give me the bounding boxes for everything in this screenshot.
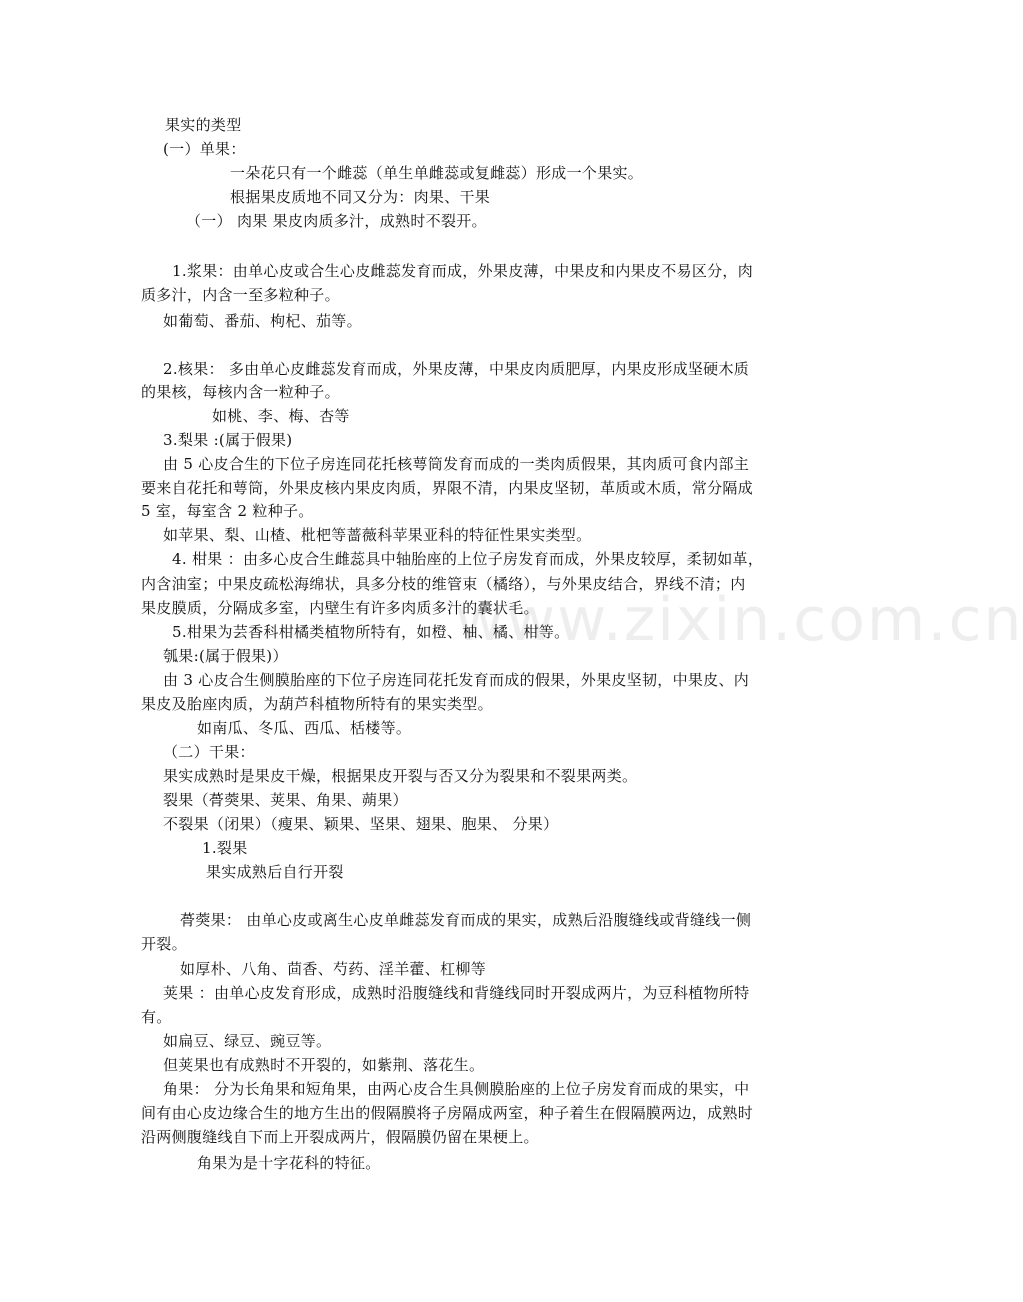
paragraph-line: 裂果（蓇葖果、荚果、角果、蒴果） — [163, 791, 408, 809]
paragraph-line: 沿两侧腹缝线自下而上开裂成两片，假隔膜仍留在果梗上。 — [141, 1128, 539, 1146]
paragraph-line: 由 5 心皮合生的下位子房连同花托核萼筒发育而成的一类肉质假果，其肉质可食内部主 — [163, 455, 750, 473]
paragraph-line: 由 3 心皮合生侧膜胎座的下位子房连同花托发育而成的假果，外果皮坚韧，中果皮、内 — [163, 671, 750, 689]
paragraph-line: 荚果 ：由单心皮发育形成，成熟时沿腹缝线和背缝线同时开裂成两片，为豆科植物所特 — [163, 984, 750, 1002]
paragraph-line: 1.裂果 — [202, 839, 248, 857]
doc-title: 果实的类型 — [165, 116, 242, 134]
paragraph-line: 如厚朴、八角、茴香、芍药、淫羊藿、杠柳等 — [180, 960, 487, 978]
subsection-heading: （一） 肉果 果皮肉质多汁，成熟时不裂开。 — [186, 212, 487, 230]
paragraph-line: 要来自花托和萼筒，外果皮核内果皮肉质，界限不清，内果皮坚韧，革质或木质，常分隔成 — [141, 479, 754, 497]
paragraph-line: 瓠果:(属于假果)） — [163, 647, 288, 665]
paragraph-line: 间有由心皮边缘合生的地方生出的假隔膜将子房隔成两室，种子着生在假隔膜两边，成熟时 — [141, 1104, 754, 1122]
paragraph-line: 不裂果（闭果）（瘦果、颖果、坚果、翅果、胞果、 分果） — [163, 815, 559, 833]
paragraph-line: 如南瓜、冬瓜、西瓜、栝楼等。 — [197, 719, 412, 737]
paragraph-line: 开裂。 — [141, 935, 187, 953]
paragraph-line: 内含油室；中果皮疏松海绵状，具多分枝的维管束（橘络），与外果皮结合，界线不清；内 — [141, 575, 746, 593]
paragraph-line: 1.浆果：由单心皮或合生心皮雌蕊发育而成，外果皮薄，中果皮和内果皮不易区分，肉 — [172, 262, 754, 280]
paragraph-line: 果皮及胎座肉质，为葫芦科植物所特有的果实类型。 — [141, 695, 493, 713]
watermark: www.zixin.com.cn — [455, 585, 1023, 655]
paragraph-line: 3.梨果 :(属于假果) — [163, 431, 293, 449]
paragraph-line: 如葡萄、番茄、枸杞、茄等。 — [163, 312, 362, 330]
paragraph-line: 有。 — [141, 1008, 172, 1026]
paragraph-line: 根据果皮质地不同又分为：肉果、干果 — [230, 188, 491, 206]
paragraph-line: 5.柑果为芸香科柑橘类植物所特有，如橙、柚、橘、柑等。 — [172, 623, 570, 641]
paragraph-line: 果实成熟时是果皮干燥，根据果皮开裂与否又分为裂果和不裂果两类。 — [163, 767, 638, 785]
paragraph-line: 果皮膜质，分隔成多室，内壁生有许多肉质多汁的囊状毛。 — [141, 599, 539, 617]
paragraph-line: 一朵花只有一个雌蕊（单生单雌蕊或复雌蕊）形成一个果实。 — [230, 164, 644, 182]
paragraph-line: 质多汁，内含一至多粒种子。 — [141, 286, 340, 304]
paragraph-line: 如桃、李、梅、杏等 — [212, 407, 350, 425]
paragraph-line: 蓇葖果： 由单心皮或离生心皮单雌蕊发育而成的果实，成熟后沿腹缝线或背缝线一侧 — [180, 911, 752, 929]
paragraph-line: 果实成熟后自行开裂 — [206, 863, 344, 881]
section-heading: (一）单果： — [163, 140, 246, 158]
paragraph-line: 角果： 分为长角果和短角果，由两心皮合生具侧膜胎座的上位子房发育而成的果实，中 — [163, 1080, 750, 1098]
paragraph-line: 但荚果也有成熟时不开裂的，如紫荆、落花生。 — [163, 1056, 485, 1074]
paragraph-line: 角果为是十字花科的特征。 — [197, 1154, 381, 1172]
paragraph-line: 如苹果、梨、山楂、枇杷等蔷薇科苹果亚科的特征性果实类型。 — [163, 526, 592, 544]
paragraph-line: 2.核果： 多由单心皮雌蕊发育而成，外果皮薄，中果皮肉质肥厚，内果皮形成坚硬木质 — [163, 360, 750, 378]
paragraph-line: 5 室，每室含 2 粒种子。 — [141, 502, 314, 520]
paragraph-line: 如扁豆、绿豆、豌豆等。 — [163, 1032, 332, 1050]
paragraph-line: 4. 柑果 ：由多心皮合生雌蕊具中轴胎座的上位子房发育而成，外果皮较厚，柔韧如革， — [172, 550, 764, 568]
paragraph-line: 的果核，每核内含一粒种子。 — [141, 383, 340, 401]
subsection-heading: （二）干果： — [163, 743, 255, 761]
